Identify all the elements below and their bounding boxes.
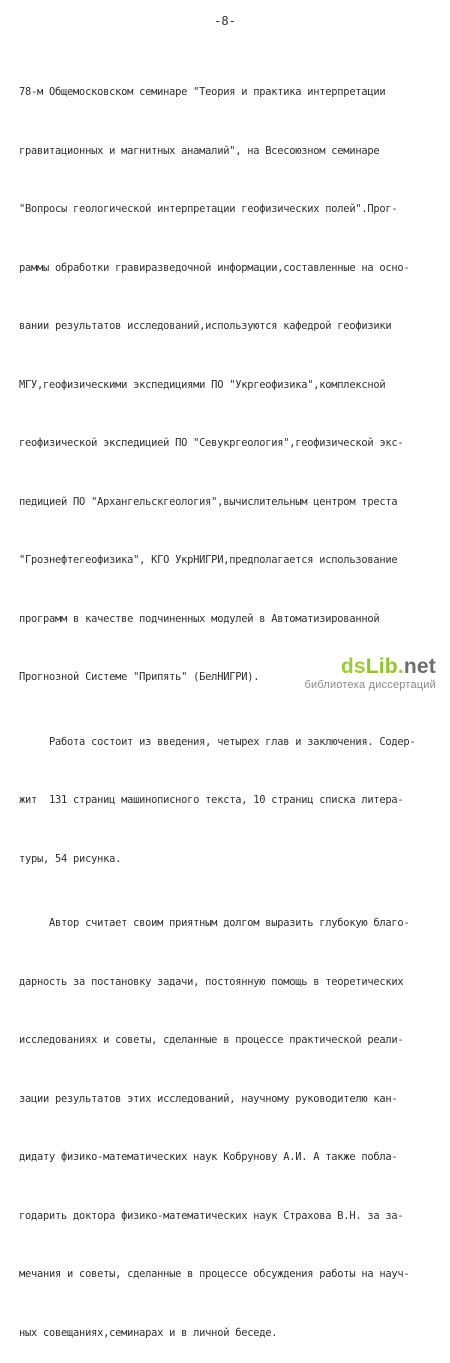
text-line: Работа состоит из введения, четырех глав и заключения. Содер- [19, 735, 416, 748]
watermark-logo-ds: ds [340, 655, 366, 678]
watermark-logo-net: net [403, 655, 436, 678]
text-line: геофизической экспедицией ПО "Севукргеология",геофизической экс- [19, 437, 404, 449]
text-line: исследованиях и советы, сделанные в процессе практической реали- [19, 1034, 404, 1046]
text-line: дидату физико-математических наук Кобрунову А.И. А также побла- [19, 1151, 398, 1163]
text-line: туры, 54 рисунка. [19, 852, 122, 865]
text-line: программ в качестве подчиненных модулей в Автоматизированной [19, 612, 380, 625]
text-line: раммы обработки гравиразведочной информации,составленные на осно- [19, 261, 410, 274]
text-line: гравитационных и магнитных анамалий", на Всесоюзном семинаре [19, 144, 380, 157]
body-text [19, 44, 415, 1363]
text-line: дарность за постановку задачи, постоянную помощь в теоретических [19, 975, 404, 988]
text-line: мечания и советы, сделанные в процессе обсуждения работы на науч- [19, 1268, 410, 1280]
watermark-logo [236, 655, 436, 679]
text-line: зации результатов этих исследований, научному руководителю кан- [19, 1092, 398, 1105]
text-line: ных совещаниях,семинарах и в личной беседе. [19, 1326, 278, 1339]
text-line: Автор считает своим приятным долгом выразить глубокую благо- [19, 917, 410, 929]
text-line: МГУ,геофизическими экспедициями ПО "Укргеофизика",комплексной [19, 378, 386, 391]
text-line: "Грознефтегеофизика", КГО УкрНИГРИ,предполагается использование [19, 554, 398, 566]
text-line: 78-м Общемосковском семинаре "Теория и практика интерпретации [19, 86, 386, 98]
watermark-logo-lib: Lib [365, 655, 398, 678]
text-line: вании результатов исследований,используются кафедрой геофизики [19, 320, 392, 332]
watermark-subtitle: библиотека диссертаций [304, 679, 436, 691]
text-line: жит 131 страниц машинописного текста, 10 страниц списка литера- [19, 794, 404, 806]
text-line: Прогнозной Системе "Припять" (БелНИГРИ). [19, 671, 260, 683]
text-line: педицией ПО "Архангельскгеология",вычислительным центром треста [19, 495, 398, 508]
text-line: "Вопросы геологической интерпретации геофизических полей".Прог- [19, 203, 398, 215]
watermark [236, 655, 436, 691]
text-line: годарить доктора физико-математических наук Страхова В.Н. за за- [19, 1209, 404, 1222]
watermark-logo-dot: . [397, 655, 404, 678]
page-number: -8- [214, 14, 236, 28]
